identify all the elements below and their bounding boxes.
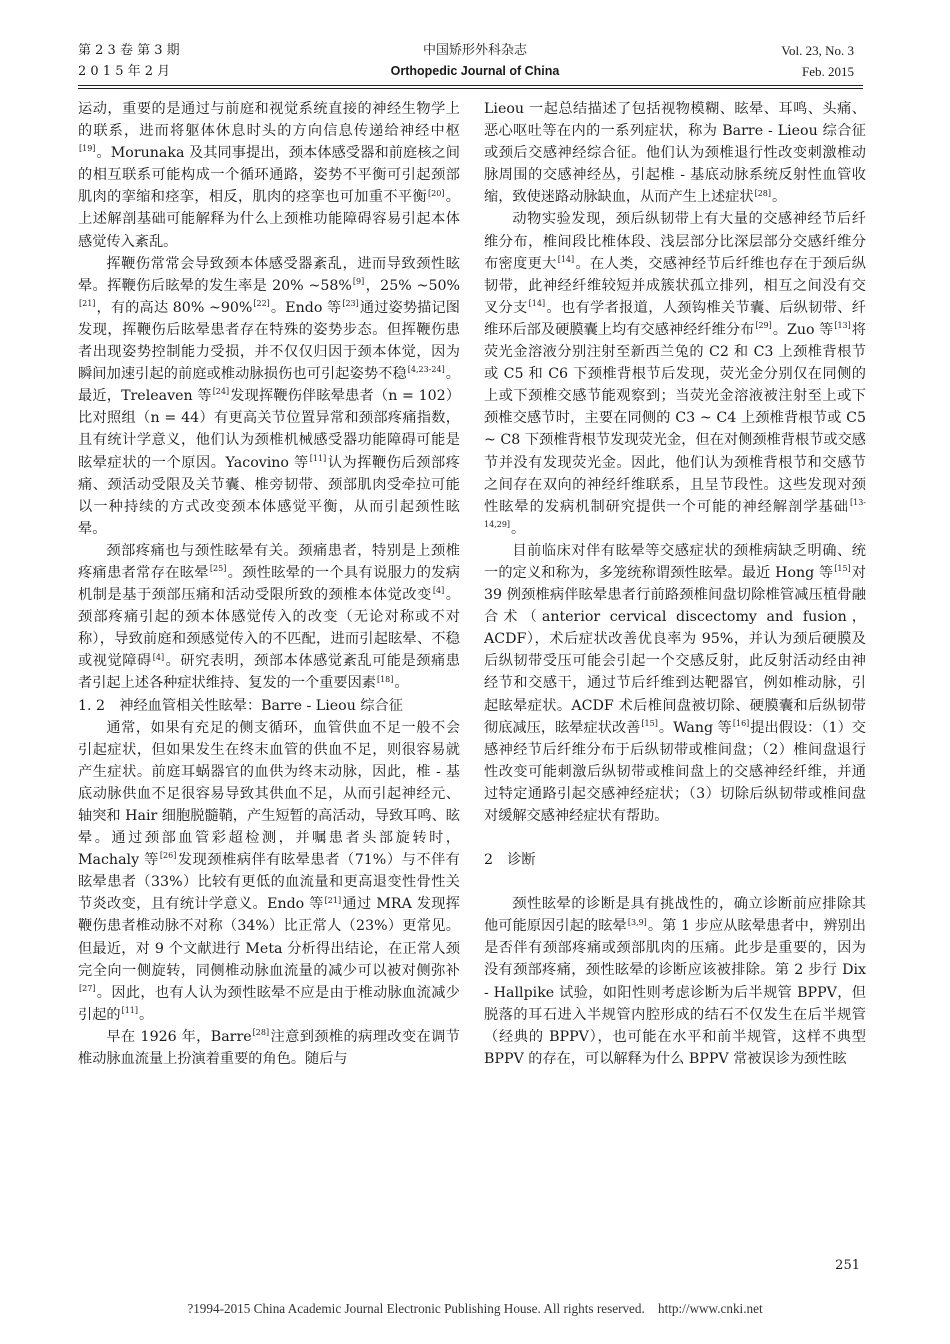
citation-marker: [14] [528, 299, 546, 309]
citation-marker: [13] [834, 321, 851, 331]
paragraph: 运动，重要的是通过与前庭和视觉系统直接的神经生物学上的联系，进而将躯体休息时头的方向信息传递给神经中枢[19]。Morunaka 及其同事提出，颈本体感受器和前庭核之间的相互联系可能构成一个循环通路，姿势不平衡可引起颈部肌肉的挛缩和痉挛，相反，肌肉的痉挛也可加重不平衡[20]。上述解剖基础可能解释为什么上颈椎功能障碍容易引起本体感觉传入紊乱。 [78, 101, 460, 250]
citation-marker: [4] [152, 652, 165, 662]
copyright-footer: ?1994-2015 China Academic Journal Electronic Publishing House. All rights reserved. http://www.cnki.net [187, 1301, 763, 1316]
issue-volume-en: Vol. 23, No. 3 [781, 43, 854, 58]
paragraph: 颈性眩晕的诊断是具有挑战性的，确立诊断前应排除其他可能原因引起的眩晕[3,9]。第 1 步应从眩晕患者中，辨别出是否伴有颈部疼痛或颈部肌肉的压痛。此步是重要的，因为没有颈部疼痛，颈性眩晕的诊断应该被排除。第 2 步行 Dix - Hallpike 试验，如阳性则考虑诊断为后半规管 BPPV，但脱落的耳石进入半规管内腔形成的结石不仅发生在后半规管（经典的 BPPV），也可能在水平和前半规管，这样不典型 BPPV 的存在，可以解释为什么 BPPV 常被误诊为颈性眩 [484, 896, 866, 1067]
journal-title-en: Orthopedic Journal of China [390, 64, 560, 78]
citation-marker: [23] [342, 299, 359, 309]
issue-date-en: Feb. 2015 [802, 64, 854, 79]
paragraph: Lieou 一起总结描述了包括视物模糊、眩晕、耳鸣、头痛、恶心呕吐等在内的一系列症状，称为 Barre - Lieou 综合征或颈后交感神经综合征。他们认为颈椎退行性改变刺激椎动脉周围的交感神经丛，引起椎 - 基底动脉系统反射性血管收缩，致使迷路动脉缺血，从而产生上述症状[28]。 [484, 101, 866, 206]
citation-marker: [21] [79, 299, 96, 309]
paragraph: 目前临床对伴有眩晕等交感症状的颈椎病缺乏明确、统一的定义和称为，多笼统称谓颈性眩晕。最近 Hong 等[15]对 39 例颈椎病伴眩晕患者行前路颈椎间盘切除椎管减压植骨融合术（anterior cervical discectomy and fusion，ACDF），术后症状改善优良率为 95%，并认为颈后硬膜及后纵韧带受压可能会引起一个交感反射，此反射活动经由神经节和交感干，通过节后纤维到达靶器官，例如椎动脉，引起眩晕症状。ACDF 术后椎间盘被切除、硬膜囊和后纵韧带彻底减压，眩晕症状改善[15]。Wang 等[16]提出假设：（1）交感神经节后纤维分布于后纵韧带或椎间盘；（2）椎间盘退行性改变可能刺激后纵韧带或椎间盘上的交感神经纤维，并通过特定通路引起交感神经症状；（3）切除后纵韧带或椎间盘对缓解交感神经症状有帮助。 [484, 542, 866, 824]
citation-marker: [9] [352, 277, 365, 287]
citation-marker: [14] [557, 254, 575, 264]
citation-marker: [21] [324, 895, 342, 905]
citation-marker: [15] [834, 564, 851, 574]
paragraph: 通常，如果有充足的侧支循环，血管供血不足一般不会引起症状，但如果发生在终末血管的供血不足，则很容易就产生症状。前庭耳蜗器官的血供为终末动脉，因此，椎 - 基底动脉供血不足很容易导致其供血不足，从而引起神经元、轴突和 Hair 细胞脱髓鞘，产生短暂的高活动，导致耳鸣、眩晕。通过颈部血管彩超检测，并嘱患者头部旋转时，Machaly 等[26]发现颈椎病伴有眩晕患者（71%）与不伴有眩晕患者（33%）比较有更低的血流量和更高退变性骨性关节炎改变，且有统计学意义。Endo 等[21]通过 MRA 发现挥鞭伤患者椎动脉不对称（34%）比正常人（23%）更常见。但最近，对 9 个文献进行 Meta 分析得出结论，在正常人颈完全向一侧旋转，同侧椎动脉血流量的减少可以被对侧弥补[27]。因此，也有人认为颈性眩晕不应是由于椎动脉血流减少引起的[11]。 [78, 719, 460, 1023]
issue-date-cn: 2 0 1 5 年 2 月 [78, 64, 171, 79]
paragraph: 挥鞭伤常常会导致颈本体感受器紊乱，进而导致颈性眩晕。挥鞭伤后眩晕的发生率是 20% ~58%[9]，25% ~50%[21]，有的高达 80% ~90%[22]。Endo 等[23]通过姿势描记图发现，挥鞭伤后眩晕患者存在特殊的姿势步态。但挥鞭伤患者出现姿势控制能力受损，并不仅仅归因于颈本体觉，因为瞬间加速引起的前庭或椎动脉损伤也可引起姿势不稳[4,23-24]。最近，Treleaven 等[24]发现挥鞭伤伴眩晕患者（n = 102）比对照组（n = 44）有更高关节位置异常和颈部疼痛指数，且有统计学意义，他们认为颈椎机械感受器功能障碍可能是眩晕症状的一个原因。Yacovino 等[11]认为挥鞭伤后颈部疼痛、颈活动受限及关节囊、椎旁韧带、颈部肌肉受牵拉可能以一种持续的方式改变颈本体感觉平衡，从而引起颈性眩晕。 [78, 255, 461, 537]
citation-marker: [16] [732, 718, 750, 728]
section-heading-1-2: 1. 2 神经血管相关性眩晕：Barre - Lieou 综合征 [78, 697, 403, 714]
citation-marker: [4] [432, 586, 445, 596]
citation-marker: [25] [209, 564, 227, 574]
header-rule-top [78, 85, 863, 86]
citation-marker: [24] [212, 387, 230, 397]
citation-marker: [26] [159, 851, 177, 861]
citation-marker: [28] [754, 188, 771, 198]
citation-marker: [27] [79, 984, 96, 994]
citation-marker: [4,23-24] [407, 365, 445, 375]
citation-marker: [22] [253, 299, 270, 309]
issue-volume-cn: 第 2 3 卷 第 3 期 [78, 43, 180, 58]
right-column [484, 98, 866, 1070]
citation-marker: [13-14,29] [484, 497, 866, 530]
paragraph: 动物实验发现，颈后纵韧带上有大量的交感神经节后纤维分布，椎间段比椎体段、浅层部分比深层部分交感纤维分布密度更大[14]。在人类，交感神经节后纤维也存在于颈后纵韧带，此神经纤维较短并成簇状孤立排列，相互之间没有交叉分支[14]。也有学者报道，人颈钩椎关节囊、后纵韧带、纤维环后部及硬膜囊上均有交感神经纤维分布[29]。Zuo 等[13]将荧光金溶液分别注射至新西兰兔的 C2 和 C3 上颈椎背根节或 C5 和 C6 下颈椎背根节后发现，荧光金分别仅在同侧的上或下颈椎交感节能观察到；当荧光金溶液被注射至上或下颈椎交感节时，主要在同侧的 C3 ~ C4 上颈椎背根节或 C5 ~ C8 下颈椎背根节发现荧光金，但在对侧颈椎背根节或交感节并没有发现荧光金。因此，他们认为颈椎背根节和交感节之间存在双向的神经纤维联系，且呈节段性。这些发现对颈性眩晕的发病机制研究提供一个可能的神经解剖学基础[13-14,29]。 [484, 211, 866, 537]
journal-title-cn: 中国矫形外科杂志 [422, 43, 527, 58]
left-column [78, 98, 460, 1070]
citation-marker: [19] [79, 144, 96, 154]
paragraph: 颈部疼痛也与颈性眩晕有关。颈痛患者，特别是上颈椎疼痛患者常存在眩晕[25]。颈性眩晕的一个具有说服力的发病机制是基于颈部压痛和活动受限所致的颈椎本体觉改变[4]。颈部疼痛引起的颈本体感觉传入的改变（无论对称或不对称），导致前庭和颈感觉传入的不匹配，进而引起眩晕、不稳或视觉障碍[4]。研究表明，颈部本体感觉紊乱可能是颈痛患者引起上述各种症状维持、复发的一个重要因素[18]。 [78, 542, 460, 692]
citation-marker: [29] [755, 321, 772, 331]
header-rule-bottom [78, 88, 863, 89]
section-heading-2: 2 诊断 [484, 852, 536, 869]
citation-marker: [11] [121, 1006, 138, 1016]
citation-marker: [15] [641, 718, 658, 728]
citation-marker: [3,9] [627, 917, 647, 927]
citation-marker: [11] [309, 453, 327, 463]
citation-marker: [28] [252, 1028, 270, 1038]
citation-marker: [20] [428, 188, 445, 198]
paragraph: 早在 1926 年，Barre[28]注意到颈椎的病理改变在调节椎动脉血流量上扮演着重要的角色。随后与 [78, 1028, 460, 1068]
citation-marker: [18] [376, 674, 394, 684]
page-number: 251 [835, 1258, 860, 1273]
